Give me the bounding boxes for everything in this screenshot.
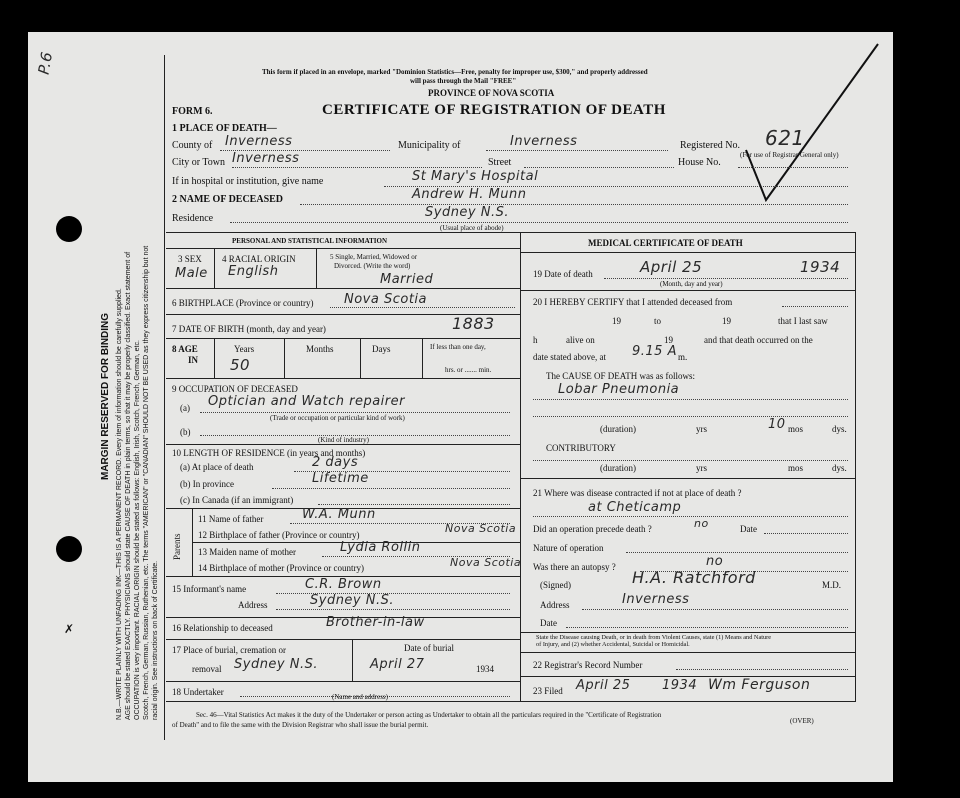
sex-label: 3 SEX: [178, 254, 202, 264]
checkmark-icon: [738, 40, 888, 210]
deceased-name-value: Andrew H. Munn: [412, 187, 527, 202]
rule: [166, 639, 520, 640]
city-label: City or Town: [172, 157, 226, 168]
cause-yrs-label: yrs: [696, 424, 707, 434]
rule: [276, 609, 510, 610]
alive-year: 19: [664, 335, 673, 345]
rule: [284, 338, 285, 378]
rule: [566, 627, 848, 628]
physician-address-value: Inverness: [622, 592, 690, 607]
md-label: M.D.: [822, 580, 842, 590]
rule: [582, 609, 848, 610]
time-value: 9.15 A: [632, 344, 677, 359]
province-heading: PROVINCE OF NOVA SCOTIA: [428, 88, 555, 98]
margin-note-3: OCCUPATION is very important. RACIAL ORIGIN should be stated as follows: English, Irish, Scotch, French, German, etc.: [134, 340, 141, 720]
years-label: Years: [234, 344, 255, 354]
operation-date-label: Date: [740, 524, 757, 534]
undertaker-label: 18 Undertaker: [172, 687, 224, 697]
filed-label: 23 Filed: [533, 686, 563, 696]
rule: [200, 412, 510, 413]
father-birthplace-label: 12 Birthplace of father (Province or country): [198, 530, 360, 540]
marital-label-2: Divorced. (Write the word): [334, 262, 411, 270]
rule: [166, 288, 520, 289]
county-value: Inverness: [225, 134, 293, 149]
rule: [520, 632, 855, 633]
contributory-mos-label: mos: [788, 463, 804, 473]
time-label: date stated above, at: [533, 352, 606, 362]
violent-note-1: State the Disease causing Death, or in death from Violent Causes, state (1) Means and Nature: [536, 634, 772, 641]
registered-note: (For use of Registrar General only): [740, 151, 839, 159]
burial-year: 1934: [476, 664, 494, 674]
rule: [166, 378, 520, 379]
filed-year: 1934: [662, 678, 698, 693]
footer-line-1: Sec. 46—Vital Statistics Act makes it the duty of the Undertaker or person acting as Undertaker to obtain all the particulars required in the "Certificate of Registration: [196, 711, 662, 719]
rule: [330, 307, 515, 308]
residence-a-label: (a) At place of death: [180, 462, 254, 472]
death-date-year: 1934: [800, 258, 841, 276]
parents-label: Parents: [172, 533, 182, 560]
alive-on-label: alive on: [566, 335, 595, 345]
operation-label: Did an operation precede death ?: [533, 524, 652, 534]
burial-label-2: removal: [192, 664, 222, 674]
margin-note-2: AGE should be stated EXACTLY. PHYSICIANS should state CAUSE OF DEATH in plain terms, so that it may be properly classified. Exact statement of: [125, 251, 132, 720]
operation-value: no: [694, 517, 709, 530]
cause-duration-label: (duration): [600, 424, 636, 434]
mother-name-value: Lydia Rollin: [340, 540, 421, 555]
hospital-value: St Mary's Hospital: [412, 169, 539, 184]
rule: [166, 444, 520, 445]
marital-label-1: 5 Single, Married, Widowed or: [330, 253, 418, 261]
binding-hole-top: [56, 216, 82, 242]
rule: [520, 290, 855, 291]
age-in-label: IN: [188, 355, 199, 365]
rule: [520, 252, 855, 253]
rule: [676, 669, 848, 670]
months-label: Months: [306, 344, 334, 354]
h-label: h: [533, 335, 538, 345]
residence-length-label: 10 LENGTH OF RESIDENCE (in years and months): [172, 448, 366, 458]
residence-b-value: Lifetime: [312, 471, 369, 486]
attended-to-label: to: [654, 316, 662, 326]
municipality-label: Municipality of: [398, 140, 461, 151]
rule: [166, 338, 520, 339]
rule: [272, 488, 510, 489]
rule: [214, 338, 215, 378]
sex-value: Male: [175, 266, 208, 281]
grid-right-rule: [855, 232, 856, 702]
deceased-name-label: 2 NAME OF DECEASED: [172, 194, 284, 205]
burial-place-value: Sydney N.S.: [234, 657, 319, 672]
rule: [782, 306, 848, 307]
undertaker-note: (Name and address): [332, 693, 388, 701]
municipality-value: Inverness: [510, 134, 578, 149]
registrar-signature: Wm Ferguson: [708, 677, 811, 693]
contributory-dys-label: dys.: [832, 463, 847, 473]
registered-no-value: 621: [765, 126, 805, 150]
footer-over: (OVER): [790, 717, 814, 725]
mother-name-label: 13 Maiden name of mother: [198, 547, 296, 557]
death-occurred-label: and that death occurred on the: [704, 335, 813, 345]
occupation-b-label: (b): [180, 427, 191, 437]
birthplace-label: 6 BIRTHPLACE (Province or country): [172, 298, 314, 308]
place-of-death-label: 1 PLACE OF DEATH—: [172, 123, 277, 134]
years-value: 50: [230, 356, 251, 374]
racial-origin-value: English: [228, 264, 279, 279]
occupation-label: 9 OCCUPATION OF DECEASED: [172, 384, 298, 394]
autopsy-label: Was there an autopsy ?: [533, 562, 616, 572]
burial-date-label: Date of burial: [404, 643, 454, 653]
violent-note-2: of Injury, and (2) whether Accidental, Suicidal or Homicidal.: [536, 641, 690, 648]
relationship-label: 16 Relationship to deceased: [172, 623, 273, 633]
informant-address-value: Sydney N.S.: [310, 593, 395, 608]
residence-value: Sydney N.S.: [425, 205, 510, 220]
attended-to-year: 19: [722, 316, 731, 326]
occupation-b-note: (Kind of industry): [318, 436, 369, 444]
contributory-label: CONTRIBUTORY: [546, 443, 616, 453]
county-label: County of: [172, 140, 213, 151]
contributory-duration-label: (duration): [600, 463, 636, 473]
margin-mark-icon: ✗: [64, 622, 75, 636]
burial-label-1: 17 Place of burial, cremation or: [172, 645, 286, 655]
marital-value: Married: [380, 272, 434, 287]
mother-birthplace-label: 14 Birthplace of mother (Province or country): [198, 563, 364, 573]
medical-heading: MEDICAL CERTIFICATE OF DEATH: [588, 238, 743, 248]
residence-line: [230, 222, 848, 223]
rule: [533, 460, 848, 461]
municipality-line: [486, 150, 668, 151]
margin-rule: [164, 55, 165, 740]
footer-line-2: of Death" and to file the same with the Division Registrar who shall issue the burial permit.: [172, 721, 429, 729]
days-label: Days: [372, 344, 391, 354]
margin-note-1: N.B.—WRITE PLAINLY WITH UNFADING INK—THIS IS A PERMANENT RECORD. Every item of information should be carefully supplied.: [116, 288, 123, 720]
death-date-note: (Month, day and year): [660, 280, 723, 288]
margin-binding-text: MARGIN RESERVED FOR BINDING: [100, 312, 111, 480]
house-no-label: House No.: [678, 157, 721, 168]
hospital-label: If in hospital or institution, give name: [172, 176, 324, 187]
informant-label: 15 Informant's name: [172, 584, 247, 594]
rule: [520, 652, 855, 653]
birthplace-value: Nova Scotia: [344, 292, 427, 307]
cause-label: The CAUSE OF DEATH was as follows:: [546, 371, 695, 381]
physician-signature: H.A. Ratchford: [632, 568, 756, 587]
envelope-note-1: This form if placed in an envelope, marked "Dominion Statistics—Free, penalty for improper use, $300," and properly addressed: [262, 68, 648, 76]
grid-bottom-rule: [166, 701, 856, 702]
less-than-day-label: If less than one day,: [430, 343, 486, 351]
occupation-a-note: (Trade or occupation or particular kind of work): [270, 414, 405, 422]
rule: [316, 248, 317, 288]
margin-note-4: Scotch, French, German, Russian, Ruthenian, etc. The terms "AMERICAN" or "CANADIAN" SHOULD NOT BE USED as they express citizenship but not: [143, 245, 150, 720]
last-saw-label: that I last saw: [778, 316, 828, 326]
corner-mark: P.6: [34, 50, 57, 76]
cause-mos-label: mos: [788, 424, 804, 434]
city-value: Inverness: [232, 151, 300, 166]
rule: [352, 639, 353, 681]
registered-no-label: Registered No.: [680, 140, 740, 151]
contracted-label: 21 Where was disease contracted if not at place of death ?: [533, 488, 742, 498]
contracted-value: at Cheticamp: [588, 500, 682, 515]
residence-b-label: (b) In province: [180, 479, 234, 489]
hrs-min-label: hrs. or ....... min.: [445, 366, 492, 374]
cause-mos-value: 10: [768, 417, 786, 432]
burial-date-value: April 27: [370, 657, 425, 672]
occupation-a-label: (a): [180, 403, 190, 413]
physician-date-label: Date: [540, 618, 557, 628]
rule: [422, 338, 423, 378]
operation-nature-label: Nature of operation: [533, 543, 604, 553]
rule: [533, 516, 848, 517]
rule: [533, 416, 848, 417]
dob-label: 7 DATE OF BIRTH (month, day and year): [172, 324, 326, 334]
relationship-value: Brother-in-law: [326, 615, 425, 630]
informant-value: C.R. Brown: [305, 577, 382, 592]
grid-top-rule: [166, 232, 856, 233]
rule: [166, 248, 520, 249]
cause-dys-label: dys.: [832, 424, 847, 434]
attended-from-year: 19: [612, 316, 621, 326]
deceased-name-line: [300, 204, 848, 205]
rule: [533, 399, 848, 400]
form-number: FORM 6.: [172, 106, 213, 117]
street-label: Street: [488, 157, 512, 168]
informant-address-label: Address: [238, 600, 268, 610]
rule: [764, 533, 848, 534]
document-title: CERTIFICATE OF REGISTRATION OF DEATH: [322, 102, 666, 118]
house-no-line: [738, 167, 848, 168]
rule: [166, 681, 520, 682]
physician-address-label: Address: [540, 600, 570, 610]
dob-value: 1883: [452, 314, 495, 333]
signed-label: (Signed): [540, 580, 571, 590]
residence-note: (Usual place of abode): [440, 224, 504, 232]
binding-hole-bottom: [56, 536, 82, 562]
father-birthplace-value: Nova Scotia: [445, 522, 517, 535]
cause-value: Lobar Pneumonia: [558, 382, 680, 397]
residence-c-label: (c) In Canada (if an immigrant): [180, 495, 294, 505]
contributory-yrs-label: yrs: [696, 463, 707, 473]
margin-note-5: racial origin. See instructions on back of Certificate.: [152, 560, 159, 720]
father-name-label: 11 Name of father: [198, 514, 264, 524]
city-line: [232, 167, 482, 168]
death-date-value: April 25: [640, 258, 703, 276]
personal-heading: PERSONAL AND STATISTICAL INFORMATION: [232, 237, 388, 245]
father-name-value: W.A. Munn: [302, 507, 376, 522]
residence-a-value: 2 days: [312, 455, 359, 470]
street-line: [524, 167, 674, 168]
rule: [318, 504, 510, 505]
envelope-note-2: will pass through the Mail "FREE": [410, 77, 517, 85]
registrar-record-label: 22 Registrar's Record Number: [533, 660, 643, 670]
time-unit: m.: [678, 352, 688, 362]
racial-origin-label: 4 RACIAL ORIGIN: [222, 254, 296, 264]
rule: [626, 552, 848, 553]
rule: [604, 278, 848, 279]
age-label: 8 AGE: [172, 344, 198, 354]
rule: [360, 338, 361, 378]
rule: [214, 248, 215, 288]
residence-label: Residence: [172, 213, 214, 224]
occupation-a-value: Optician and Watch repairer: [208, 394, 405, 409]
mother-birthplace-value: Nova Scotia: [450, 556, 522, 569]
death-date-label: 19 Date of death: [533, 269, 593, 279]
autopsy-value: no: [706, 554, 724, 569]
certify-label: 20 I HEREBY CERTIFY that I attended deceased from: [533, 297, 733, 307]
filed-date-value: April 25: [576, 678, 631, 693]
rule: [520, 478, 855, 479]
